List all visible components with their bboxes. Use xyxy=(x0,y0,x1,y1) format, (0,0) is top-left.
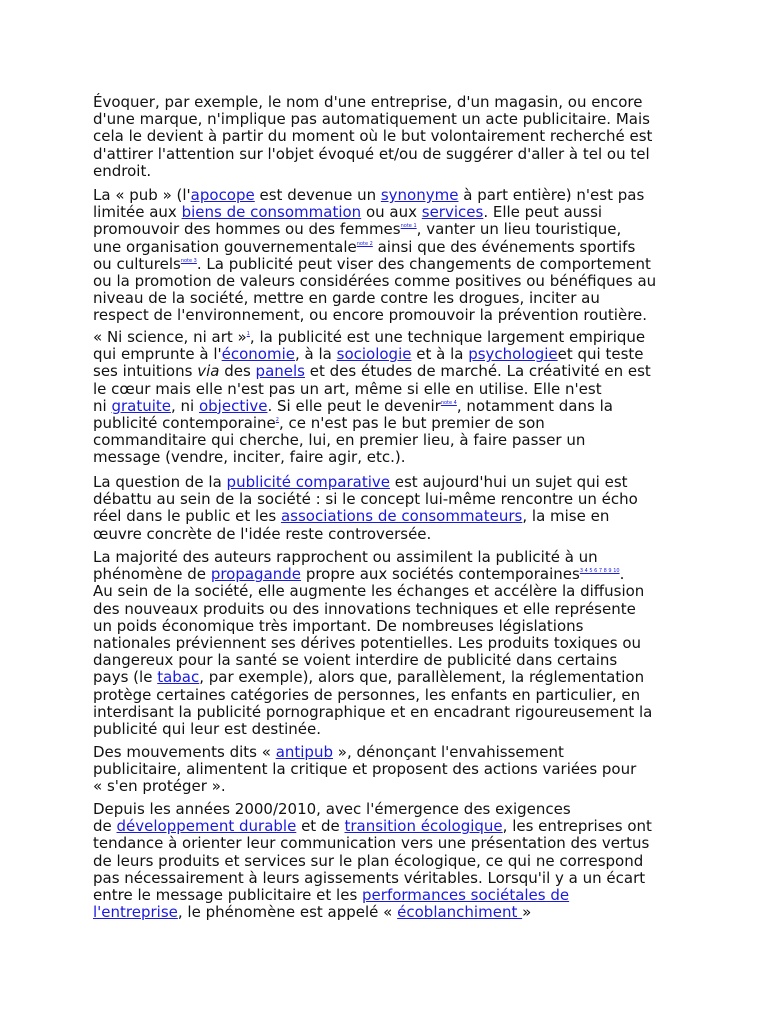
text: , la publicité est une technique largement empirique xyxy=(249,328,646,346)
citation-ref-1[interactable]: 1 xyxy=(246,331,250,337)
text-line: niveau de la société, mettre en garde contre les drogues, inciter au xyxy=(93,289,600,308)
text: et de xyxy=(296,817,345,836)
link-gratuite[interactable]: gratuite xyxy=(111,396,171,415)
text: ni xyxy=(93,396,112,415)
text: ses intuitions xyxy=(93,362,198,381)
text-line: de leurs produits et services sur le plan écologique, ce qui ne correspond xyxy=(93,851,644,870)
text-line: publicitaire, alimentent la critique et proposent des actions variées pour xyxy=(93,760,637,779)
text: entre le message publicitaire et les xyxy=(93,886,363,905)
link-psychologie[interactable]: psychologie xyxy=(468,345,558,364)
paragraph-2 xyxy=(93,187,683,325)
citation-refs-3-10[interactable]: 3 4 5 6 7 8 9 10 xyxy=(579,568,620,575)
text-line: le cœur mais elle n'est pas un art, même si elle en utilise. Elle n'est xyxy=(93,379,602,398)
text: » xyxy=(522,903,532,922)
link-developpement-durable[interactable]: développement durable xyxy=(116,817,297,836)
link-sociologie[interactable]: sociologie xyxy=(336,345,412,364)
text: à part entière) n'est pas xyxy=(458,186,645,204)
italic-via: via xyxy=(197,362,220,381)
note-ref-2[interactable]: note 2 xyxy=(356,240,373,247)
link-biens-de-consommation[interactable]: biens de consommation xyxy=(181,203,362,222)
text: et des études de marché. La créativité en est xyxy=(304,362,651,381)
text: propre aux sociétés contemporaines xyxy=(301,565,580,584)
text-line: débattu au sein de la société : si le concept lui-même rencontre un écho xyxy=(93,490,638,509)
text: Des mouvements dits « xyxy=(93,743,276,761)
text: et qui teste xyxy=(557,345,644,364)
text: pays (le xyxy=(93,668,158,687)
text-line: La majorité des auteurs rapprochent ou assimilent la publicité à un xyxy=(93,548,598,566)
text-line: Depuis les années 2000/2010, avec l'émergence des exigences xyxy=(93,800,571,818)
text: , les entreprises ont xyxy=(502,817,652,836)
paragraph-5 xyxy=(93,549,683,738)
text: . Si elle peut le devenir xyxy=(267,396,441,415)
text-line: protège certaines catégories de personnes, les enfants en particulier, en xyxy=(93,685,641,704)
text: , ni xyxy=(171,396,199,415)
paragraph-7 xyxy=(93,801,683,921)
link-performances-societales-cont[interactable]: l'entreprise xyxy=(93,903,178,922)
text: une organisation gouvernementale xyxy=(93,237,357,256)
text: de xyxy=(93,817,117,836)
note-ref-4[interactable]: note 4 xyxy=(440,399,457,406)
text: « Ni science, ni art » xyxy=(93,328,247,346)
text-line: interdisant la publicité pornographique et en encadrant rigoureusement la xyxy=(93,702,653,721)
text: , la mise en xyxy=(522,507,610,526)
link-synonyme[interactable]: synonyme xyxy=(380,186,459,204)
paragraph-4 xyxy=(93,474,683,543)
text: réel dans le public et les xyxy=(93,507,281,526)
link-propagande[interactable]: propagande xyxy=(210,565,302,584)
text-line: publicité qui leur est destinée. xyxy=(93,720,322,739)
paragraph-6 xyxy=(93,744,683,796)
text: , ce n'est pas le but premier de son xyxy=(278,414,545,433)
text: . Elle peut aussi xyxy=(483,203,603,222)
text: promouvoir des hommes ou des femmes xyxy=(93,220,401,239)
text: qui emprunte à l' xyxy=(93,345,222,364)
link-transition-ecologique[interactable]: transition écologique xyxy=(344,817,503,836)
text-line: tendance à orienter leur communication vers une présentation des vertus xyxy=(93,834,650,853)
text-line: des nouveaux produits ou des innovations techniques et elle représente xyxy=(93,599,636,618)
text: et à la xyxy=(411,345,469,364)
text-line: d'une marque, n'implique pas automatiquement un acte publicitaire. Mais xyxy=(93,110,650,129)
text: . xyxy=(619,565,625,584)
text: est devenue un xyxy=(254,186,381,204)
link-economie[interactable]: économie xyxy=(221,345,295,364)
link-performances-societales[interactable]: performances sociétales de xyxy=(362,886,570,905)
text-line: nationales préviennent ses dérives potentielles. Les produits toxiques ou xyxy=(93,634,642,653)
note-ref-3[interactable]: note 3 xyxy=(180,257,197,264)
text-line: un poids économique très important. De nombreuses législations xyxy=(93,616,584,635)
text: , à la xyxy=(295,345,337,364)
text: limitée aux xyxy=(93,203,182,222)
text-line: d'attirer l'attention sur l'objet évoqué et/ou de suggérer d'aller à tel ou tel xyxy=(93,144,650,163)
text: ainsi que des événements sportifs xyxy=(372,237,636,256)
link-associations-de-consommateurs[interactable]: associations de consommateurs xyxy=(280,507,523,526)
text-line: respect de l'environnement, ou encore promouvoir la prévention routière. xyxy=(93,306,648,325)
link-publicite-comparative[interactable]: publicité comparative xyxy=(226,473,390,491)
text-line: commanditaire qui cherche, lui, en premier lieu, à faire passer un xyxy=(93,431,586,450)
paragraph-3 xyxy=(93,329,683,467)
text: , le phénomène est appelé « xyxy=(177,903,398,922)
paragraph-1 xyxy=(93,94,683,180)
text: phénomène de xyxy=(93,565,211,584)
link-ecoblanchiment[interactable]: écoblanchiment xyxy=(397,903,523,922)
text: , par exemple), alors que, parallèlement, la réglementation xyxy=(199,668,645,687)
text: La « pub » (l' xyxy=(93,186,191,204)
text: », dénonçant l'envahissement xyxy=(333,743,564,761)
link-apocope[interactable]: apocope xyxy=(190,186,255,204)
text: . La publicité peut viser des changements de comportement xyxy=(196,254,651,273)
text: est aujourd'hui un sujet qui est xyxy=(390,473,628,491)
text: , notamment dans la xyxy=(456,396,613,415)
link-objective[interactable]: objective xyxy=(198,396,268,415)
link-panels[interactable]: panels xyxy=(255,362,305,381)
text-line: dangereux pour la santé se voient interdire de publicité dans certains xyxy=(93,651,618,670)
text-line: cela le devient à partir du moment où le but volontairement recherché est xyxy=(93,127,653,146)
text-line: « s'en protéger ». xyxy=(93,777,226,796)
text-line: Au sein de la société, elle augmente les échanges et accélère la diffusion xyxy=(93,582,645,601)
text: ou culturels xyxy=(93,254,181,273)
text-line: œuvre concrète de l'idée reste controversée. xyxy=(93,524,432,543)
text: publicité contemporaine xyxy=(93,414,276,433)
text-line: pas nécessairement à leurs agissements véritables. Lorsqu'il y a un écart xyxy=(93,868,646,887)
link-services[interactable]: services xyxy=(421,203,484,222)
link-antipub[interactable]: antipub xyxy=(275,743,333,761)
text-line: ou la promotion de valeurs considérées comme positives ou bénéfiques au xyxy=(93,272,657,291)
text: , vanter un lieu touristique, xyxy=(416,220,622,239)
link-tabac[interactable]: tabac xyxy=(157,668,200,687)
text: ou aux xyxy=(361,203,422,222)
text-line: Évoquer, par exemple, le nom d'une entreprise, d'un magasin, ou encore xyxy=(93,93,643,111)
citation-ref-2[interactable]: 2 xyxy=(275,417,279,424)
text-line: endroit. xyxy=(93,161,152,180)
text: La question de la xyxy=(93,473,227,491)
text-line: message (vendre, inciter, faire agir, etc.). xyxy=(93,448,406,467)
text: des xyxy=(219,362,256,381)
note-ref-1[interactable]: note 1 xyxy=(400,223,417,230)
